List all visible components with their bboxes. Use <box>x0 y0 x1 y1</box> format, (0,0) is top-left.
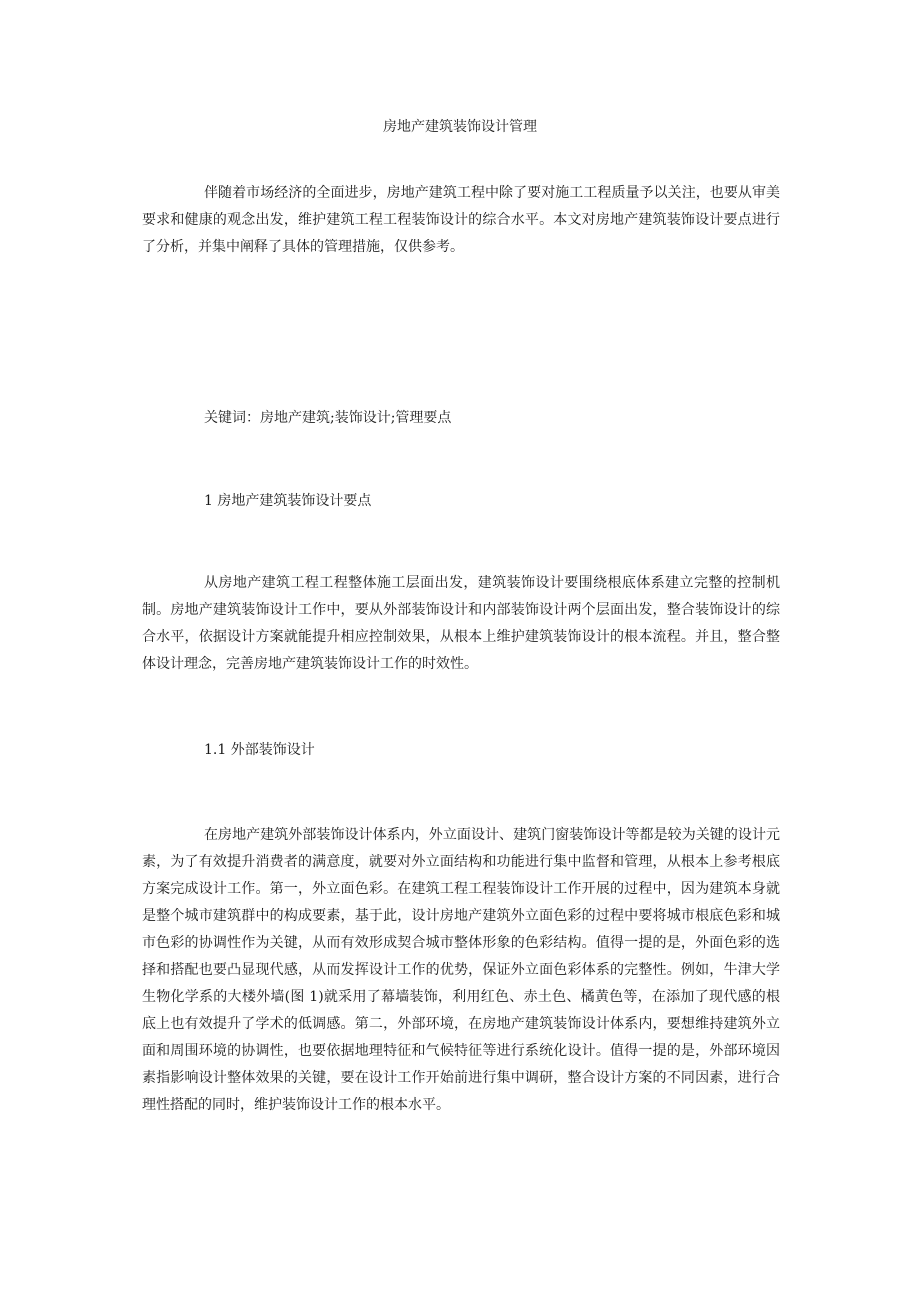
section-1-paragraph: 从房地产建筑工程工程整体施工层面出发，建筑装饰设计要围绕根底体系建立完整的控制机制。房地产建筑装饰设计工作中，要从外部装饰设计和内部装饰设计两个层面出发，整合装饰设计的综合水平，依据设计方案就能提升相应控制效果，从根本上维护建筑装饰设计的根本流程。并且，整合整体设计理念，完善房地产建筑装饰设计工作的时效性。 <box>142 575 780 672</box>
section-1-heading: 1 房地产建筑装饰设计要点 <box>204 493 372 509</box>
abstract-paragraph: 伴随着市场经济的全面进步，房地产建筑工程中除了要对施工工程质量予以关注，也要从审美要求和健康的观念出发，维护建筑工程工程装饰设计的综合水平。本文对房地产建筑装饰设计要点进行了分析，并集中阐释了具体的管理措施，仅供参考。 <box>142 185 780 255</box>
keywords-line: 关键词：房地产建筑;装饰设计;管理要点 <box>204 410 452 426</box>
document-title: 房地产建筑装饰设计管理 <box>383 119 537 135</box>
section-1-1-paragraph: 在房地产建筑外部装饰设计体系内，外立面设计、建筑门窗装饰设计等都是较为关键的设计元素，为了有效提升消费者的满意度，就要对外立面结构和功能进行集中监督和管理，从根本上参考根底方案完成设计工作。第一，外立面色彩。在建筑工程工程装饰设计工作开展的过程中，因为建筑本身就是整个城市建筑群中的构成要素，基于此，设计房地产建筑外立面色彩的过程中要将城市根底色彩和城市色彩的协调性作为关键，从而有效形成契合城市整体形象的色彩结构。值得一提的是，外面色彩的选择和搭配也要凸显现代感，从而发挥设计工作的优势，保证外立面色彩体系的完整性。例如，牛津大学生物化学系的大楼外墙(图 1)就采用了幕墙装饰，利用红色、赤土色、橘黄色等，在添加了现代感的根底上也有效提升了学术的低调感。第二，外部环境，在房地产建筑装饰设计体系内，要想维持建筑外立面和周围环境的协调性，也要依据地理特征和气候特征等进行系统化设计。值得一提的是，外部环境因素指影响设计整体效果的关键，要在设计工作开始前进行集中调研，整合设计方案的不同因素，进行合理性搭配的同时，维护装饰设计工作的根本水平。 <box>142 827 780 1113</box>
section-1-1-heading: 1.1 外部装饰设计 <box>204 742 315 758</box>
